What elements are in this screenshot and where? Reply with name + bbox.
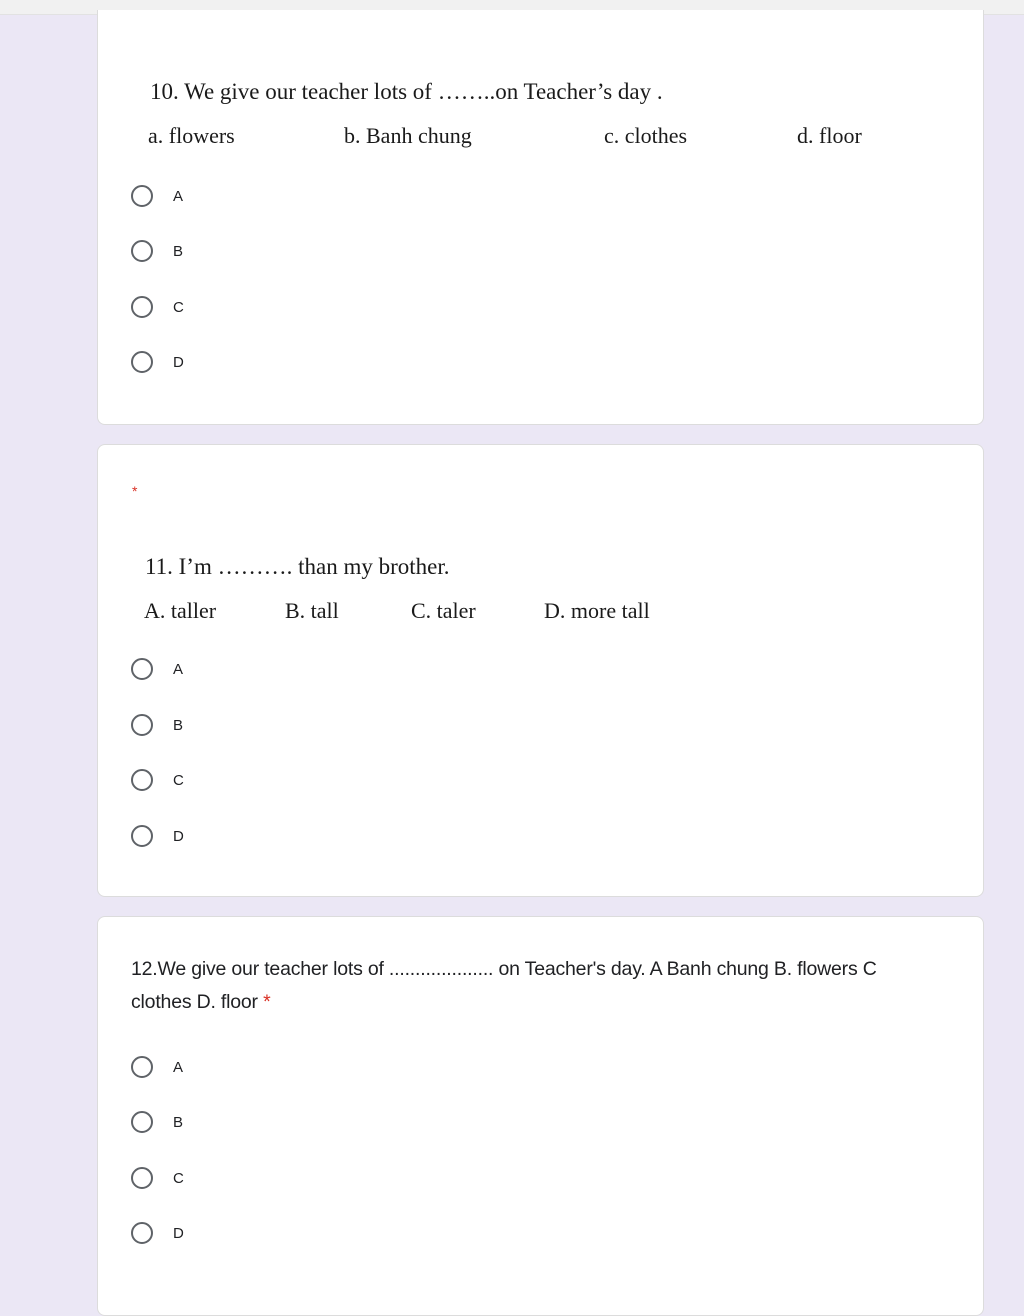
required-asterisk: * — [132, 483, 138, 499]
radio-circle-icon[interactable] — [131, 658, 153, 680]
radio-label: B — [173, 716, 184, 734]
radio-label: D — [173, 827, 184, 845]
q12-radio-d[interactable] — [131, 1218, 184, 1248]
radio-label: D — [173, 1224, 184, 1242]
radio-label: A — [173, 187, 184, 205]
question-10-text: 10. We give our teacher lots of ……..on Teacher’s day . — [150, 79, 663, 104]
radio-label: D — [173, 353, 184, 371]
required-asterisk: * — [263, 991, 271, 1013]
radio-label: B — [173, 242, 184, 260]
question-12-text: 12.We give our teacher lots of .................... on Teacher's day. A Banh chung B. flowers C clothes D. floor — [131, 958, 877, 1013]
q11-radio-b[interactable] — [131, 710, 183, 740]
q10-option-c-text: c. clothes — [604, 123, 688, 148]
q12-radio-b[interactable] — [131, 1107, 183, 1137]
q11-radio-a[interactable] — [131, 654, 183, 684]
q10-option-a-text: a. flowers — [148, 123, 235, 148]
q10-radio-a[interactable] — [131, 181, 183, 211]
radio-circle-icon[interactable] — [131, 769, 153, 791]
q10-radio-c[interactable] — [131, 292, 184, 322]
q12-radio-c[interactable] — [131, 1163, 184, 1193]
radio-circle-icon[interactable] — [131, 185, 153, 207]
radio-label: C — [173, 298, 184, 316]
q11-option-c-text: C. taler — [411, 598, 476, 623]
radio-circle-icon[interactable] — [131, 714, 153, 736]
q11-option-d-text: D. more tall — [544, 598, 650, 623]
radio-circle-icon[interactable] — [131, 351, 153, 373]
question-card-12 — [97, 916, 984, 1316]
radio-circle-icon[interactable] — [131, 825, 153, 847]
q11-radio-c[interactable] — [131, 765, 184, 795]
q10-radio-d[interactable] — [131, 347, 184, 377]
radio-circle-icon[interactable] — [131, 296, 153, 318]
q10-option-b-text: b. Banh chung — [344, 123, 472, 148]
radio-circle-icon[interactable] — [131, 1167, 153, 1189]
question-card-11 — [97, 444, 984, 897]
question-card-10 — [97, 10, 984, 425]
radio-label: B — [173, 1113, 184, 1131]
radio-label: C — [173, 1169, 184, 1187]
q11-option-a-text: A. taller — [144, 598, 217, 623]
question-12-title — [131, 953, 931, 1019]
radio-circle-icon[interactable] — [131, 1222, 153, 1244]
radio-circle-icon[interactable] — [131, 1056, 153, 1078]
radio-label: C — [173, 771, 184, 789]
radio-label: A — [173, 1058, 184, 1076]
radio-circle-icon[interactable] — [131, 1111, 153, 1133]
q12-radio-a[interactable] — [131, 1052, 183, 1082]
radio-circle-icon[interactable] — [131, 240, 153, 262]
q10-option-d-text: d. floor — [797, 123, 862, 148]
q10-radio-b[interactable] — [131, 236, 183, 266]
q11-option-b-text: B. tall — [285, 598, 339, 623]
q11-radio-d[interactable] — [131, 821, 184, 851]
radio-label: A — [173, 660, 184, 678]
question-11-text: 11. I’m ………. than my brother. — [145, 554, 450, 579]
